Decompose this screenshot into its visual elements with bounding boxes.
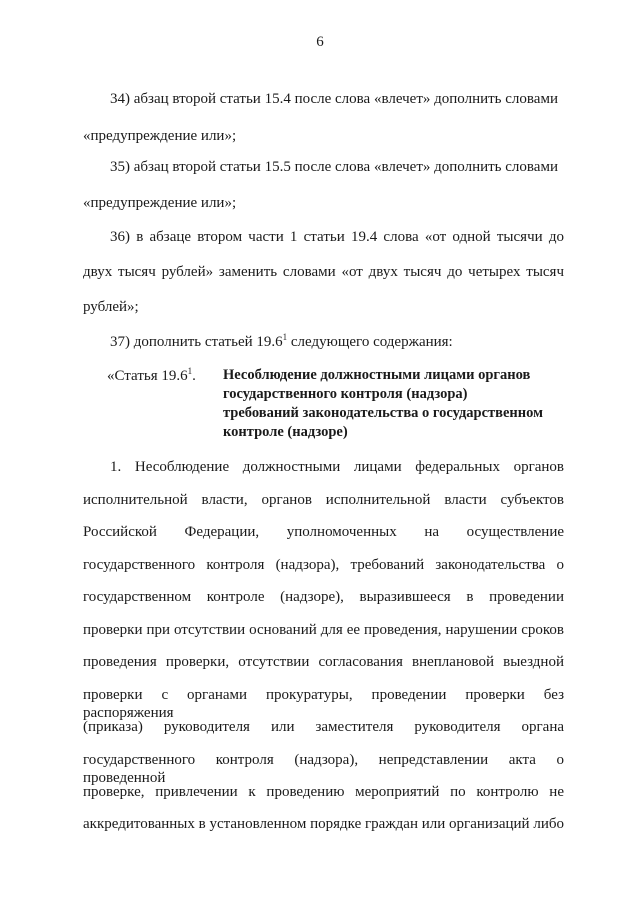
item-36-line-3: рублей»; — [83, 299, 139, 315]
article-title — [223, 366, 543, 442]
article-label-dot: . — [192, 368, 196, 384]
body-line-9: (приказа) руководителя или заместителя руководителя органа — [83, 719, 564, 735]
item-34-line-2: «предупреждение или»; — [83, 128, 237, 144]
body-line-6: проверки при отсутствии оснований для ее проведения, нарушении сроков — [83, 622, 564, 638]
item-37-superscript: 1 — [282, 332, 288, 342]
body-line-10: государственного контроля (надзора), непредставлении акта о проведенной — [83, 752, 564, 786]
body-line-5: государственном контроле (надзоре), выразившееся в проведении — [83, 589, 564, 605]
body-line-1: 1. Несоблюдение должностными лицами федеральных органов — [110, 459, 564, 475]
body-line-3: Российской Федерации, уполномоченных на осуществление — [83, 524, 564, 540]
article-title-line-1: Несоблюдение должностными лицами органов — [223, 367, 531, 383]
item-36-line-1: 36) в абзаце втором части 1 статьи 19.4 слова «от одной тысячи до — [110, 229, 564, 245]
article-title-line-3: требований законодательства о государственном — [223, 405, 543, 421]
body-line-11: проверке, привлечении к проведению мероприятий по контролю не — [83, 784, 564, 800]
item-37-text-end: следующего содержания: — [287, 334, 453, 350]
body-line-2: исполнительной власти, органов исполнительной власти субъектов — [83, 492, 564, 508]
item-34-line-1: 34) абзац второй статьи 15.4 после слова «влечет» дополнить словами — [110, 91, 558, 107]
item-35-line-1: 35) абзац второй статьи 15.5 после слова «влечет» дополнить словами — [110, 159, 558, 175]
article-title-line-4: контроле (надзоре) — [223, 424, 348, 440]
item-37-text: 37) дополнить статьей 19.6 — [110, 334, 283, 350]
body-line-4: государственного контроля (надзора), требований законодательства о — [83, 557, 564, 573]
item-36-line-2: двух тысяч рублей» заменить словами «от двух тысяч до четырех тысяч — [83, 264, 564, 280]
article-title-line-2: государственного контроля (надзора) — [223, 386, 468, 402]
article-label-text: «Статья 19.6 — [107, 368, 188, 384]
article-label — [107, 367, 196, 385]
body-line-8: проверки с органами прокуратуры, проведении проверки без распоряжения — [83, 687, 564, 721]
body-line-7: проведения проверки, отсутствии согласования внеплановой выездной — [83, 654, 564, 670]
item-35-line-2: «предупреждение или»; — [83, 195, 237, 211]
item-37-line — [110, 333, 453, 351]
body-line-12: аккредитованных в установленном порядке граждан или организаций либо — [83, 816, 564, 832]
article-label-superscript: 1 — [187, 366, 193, 376]
page-number: 6 — [316, 34, 324, 50]
